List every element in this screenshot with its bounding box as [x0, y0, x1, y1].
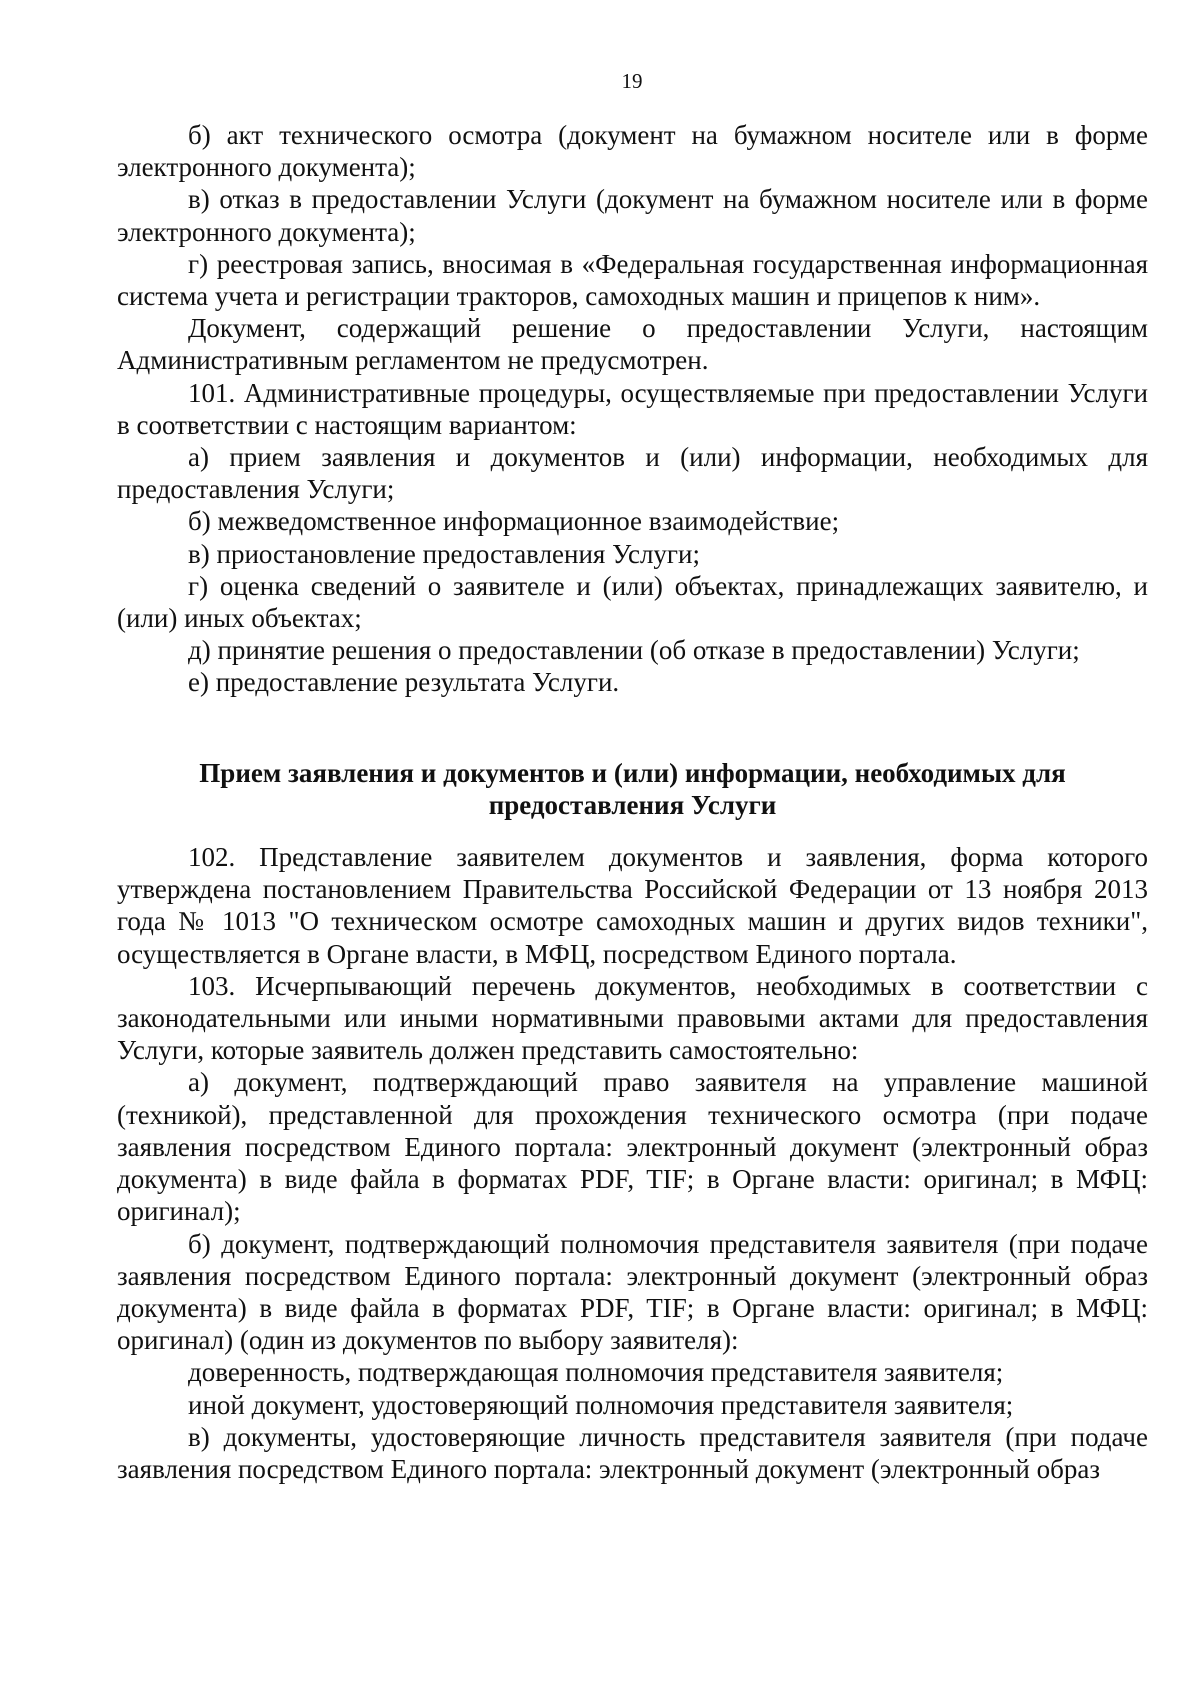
heading-spacer [117, 821, 1148, 841]
paragraph-other-document: иной документ, удостоверяющий полномочия представителя заявителя; [188, 1389, 1014, 1420]
paragraph-103-b: б) документ, подтверждающий полномочия представителя заявителя (при подаче заявления посредством Единого портала: электронный документ (электронный образ документа) в виде файла в форматах PDF, TIF; в Органе власти: оригинал; в МФЦ: оригинал) (один из документов по выбору заявителя): [117, 1228, 1148, 1356]
section-heading-line2: предоставления Услуги [488, 789, 777, 820]
paragraph-103: 103. Исчерпывающий перечень документов, необходимых в соответствии с законодательными или иными нормативными правовыми актами для предоставления Услуги, которые заявитель должен представить самостоятельно: [117, 970, 1148, 1066]
list-item-g: г) оценка сведений о заявителе и (или) объектах, принадлежащих заявителю, и (или) иных объектах; [117, 570, 1148, 634]
list-item-b: б) межведомственное информационное взаимодействие; [188, 506, 840, 537]
paragraph-103-v: в) документы, удостоверяющие личность представителя заявителя (при подаче заявления посредством Единого портала: электронный документ (электронный образ [117, 1421, 1148, 1484]
list-item-a: а) прием заявления и документов и (или) информации, необходимых для предоставления Услуги; [117, 442, 1148, 505]
paragraph-v-refusal: в) отказ в предоставлении Услуги (документ на бумажном носителе или в форме электронного документа); [117, 184, 1148, 247]
section-spacer [117, 699, 1148, 757]
paragraph-103-a: а) документ, подтверждающий право заявителя на управление машиной (техникой), представленной для прохождения технического осмотра (при подаче заявления посредством Единого портала: электронный документ (электронный образ документа) в виде файла в форматах PDF, TIF; в Органе власти: оригинал; в МФЦ: оригинал); [117, 1067, 1148, 1227]
list-item-e: е) предоставление результата Услуги. [188, 667, 620, 698]
page-number: 19 [621, 69, 643, 93]
paragraph-b-inspection-act: б) акт технического осмотра (документ на бумажном носителе или в форме электронного документа); [117, 120, 1148, 183]
paragraph-g-registry-entry: г) реестровая запись, вносимая в «Федеральная государственная информационная система учета и регистрации тракторов, самоходных машин и прицепов к ним». [117, 248, 1148, 312]
paragraph-102: 102. Представление заявителем документов и заявления, форма которого утверждена постановлением Правительства Российской Федерации от 13 ноября 2013 года № 1013 "О техническом осмотре самоходных машин и других видов техники", осуществляется в Органе власти, в МФЦ, посредством Единого портала. [117, 842, 1148, 969]
paragraph-decision-document: Документ, содержащий решение о предоставлении Услуги, настоящим Административным регламентом не предусмотрен. [117, 313, 1148, 376]
list-item-v: в) приостановление предоставления Услуги; [188, 538, 700, 569]
page-content [117, 119, 1148, 1485]
list-item-d: д) принятие решения о предоставлении (об отказе в предоставлении) Услуги; [188, 635, 1080, 666]
paragraph-power-of-attorney: доверенность, подтверждающая полномочия представителя заявителя; [188, 1357, 1004, 1388]
paragraph-101: 101. Административные процедуры, осуществляемые при предоставлении Услуги в соответствии с настоящим вариантом: [117, 377, 1148, 440]
section-heading-line1: Прием заявления и документов и (или) информации, необходимых для [199, 757, 1066, 788]
